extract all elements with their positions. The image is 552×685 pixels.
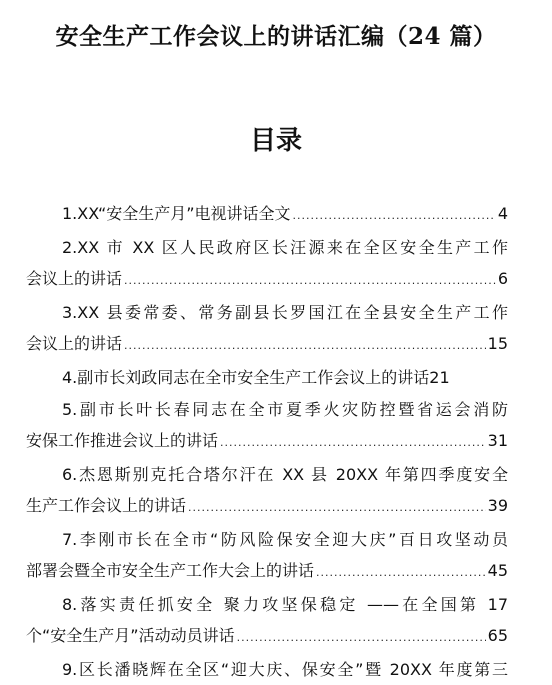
dot-leader — [316, 557, 486, 588]
toc-entry-1[interactable] — [26, 198, 508, 231]
toc-page-number: 31 — [487, 431, 508, 450]
dot-leader — [293, 200, 496, 231]
toc-entry-5[interactable] — [26, 394, 508, 458]
dot-leader — [188, 492, 486, 523]
toc-page-number: 39 — [487, 496, 508, 515]
table-of-contents — [26, 198, 508, 685]
dot-leader — [124, 330, 486, 361]
toc-entry-line — [26, 620, 508, 653]
toc-entry-line — [26, 328, 508, 361]
toc-page-number: 45 — [487, 561, 508, 580]
toc-entry-6[interactable] — [26, 459, 508, 523]
toc-entry-text-cont: 会议上的讲话 — [26, 269, 123, 288]
toc-entry-9[interactable] — [26, 654, 508, 685]
toc-entry-8[interactable] — [26, 589, 508, 653]
toc-entry-text-cont: 个“安全生产月”活动动员讲话 — [26, 626, 235, 645]
toc-entry-2[interactable] — [26, 232, 508, 296]
toc-heading: 目录 — [249, 126, 302, 156]
dot-leader — [220, 427, 486, 458]
toc-entry-line — [26, 263, 508, 296]
toc-entry-text: 8.落实责任抓安全 聚力攻坚保稳定 ——在全国第 17 — [62, 595, 508, 614]
document-title: 安全生产工作会议上的讲话汇编（24 篇） — [55, 23, 497, 50]
toc-entry-text-cont: 安保工作推进会议上的讲话 — [26, 431, 219, 450]
toc-entry-text: 5.副市长叶长春同志在全市夏季火灾防控暨省运会消防 — [62, 400, 508, 419]
toc-entry-text: 3.XX 县委常委、常务副县长罗国江在全县安全生产工作 — [62, 303, 508, 322]
toc-entry-text-cont: 生产工作会议上的讲话 — [26, 496, 187, 515]
toc-page-number: 15 — [487, 334, 508, 353]
toc-entry-text: 1.XX“安全生产月”电视讲话全文 — [62, 204, 291, 223]
toc-entry-text: 4.副市长刘政同志在全市安全生产工作会议上的讲话 — [62, 368, 430, 387]
toc-entry-text-cont: 会议上的讲话 — [26, 334, 123, 353]
toc-entry-text: 7.李刚市长在全市“防风险保安全迎大庆”百日攻坚动员 — [62, 530, 508, 549]
toc-entry-7[interactable] — [26, 524, 508, 588]
toc-entry-4[interactable] — [26, 362, 508, 393]
toc-entry-text-cont: 部署会暨全市安全生产工作大会上的讲话 — [26, 561, 315, 580]
toc-page-number: 65 — [487, 626, 508, 645]
toc-entry-text: 9.区长潘晓辉在全区“迎大庆、保安全”暨 20XX 年度第三 — [62, 660, 508, 679]
toc-page-number: 4 — [497, 204, 508, 223]
toc-entry-text: 2.XX 市 XX 区人民政府区长汪源来在全区安全生产工作 — [62, 238, 508, 257]
toc-entry-line — [26, 555, 508, 588]
toc-page-number: 6 — [497, 269, 508, 288]
toc-entry-text: 6.杰恩斯别克托合塔尔汗在 XX 县 20XX 年第四季度安全 — [62, 465, 508, 484]
toc-entry-line — [26, 425, 508, 458]
toc-entry-line — [26, 362, 508, 393]
dot-leader — [124, 265, 496, 296]
toc-entry-line — [26, 490, 508, 523]
toc-page-number: 21 — [429, 368, 450, 387]
toc-entry-3[interactable] — [26, 297, 508, 361]
toc-entry-line — [26, 198, 508, 231]
dot-leader — [237, 622, 486, 653]
